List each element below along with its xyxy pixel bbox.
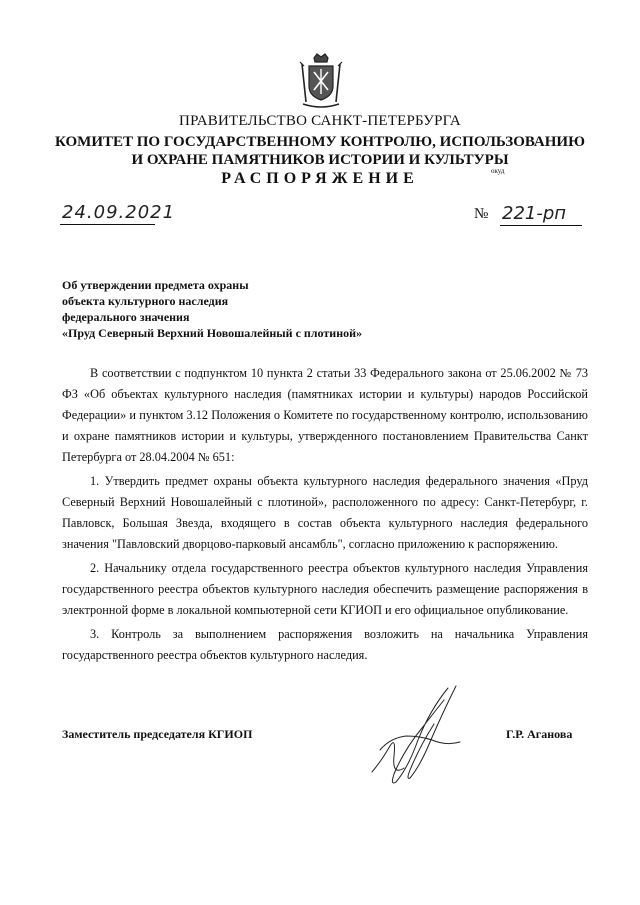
- okud-label: окуд: [491, 167, 505, 175]
- subject-line: Об утверждении предмета охраны: [62, 278, 249, 292]
- committee-title-line2: И ОХРАНЕ ПАМЯТНИКОВ ИСТОРИИ И КУЛЬТУРЫ: [131, 152, 509, 168]
- committee-title-line1: КОМИТЕТ ПО ГОСУДАРСТВЕННОМУ КОНТРОЛЮ, ИСПОЛЬЗОВАНИЮ: [55, 134, 585, 150]
- document-number: 221-рп: [502, 203, 567, 224]
- number-sign: №: [474, 206, 489, 222]
- document-type: РАСПОРЯЖЕНИЕ: [221, 170, 419, 187]
- subject-line: объекта культурного наследия: [62, 294, 229, 308]
- item-3-paragraph: 3. Контроль за выполнением распоряжения возложить на начальника Управления государственного реестра объектов культурного наследия.: [62, 627, 588, 662]
- preamble-paragraph: В соответствии с подпунктом 10 пункта 2 статьи 33 Федерального закона от 25.06.2002 № 73 ФЗ «Об объектах культурного наследия (памятниках истории и культуры) народов Российской Федерации» и пунктом 3.12 Положения о Комитете по государственному контролю, использованию и охране памятников истории и культуры, утвержденного постановлением Правительства Санкт Петербурга от 28.04.2004 № 651:: [62, 366, 588, 464]
- item-1-paragraph: 1. Утвердить предмет охраны объекта культурного наследия федерального значения «Пруд Северный Верхний Новошалейный с плотиной», расположенного по адресу: Санкт-Петербург, г. Павловск, Большая Звезда, входящего в состав объекта культурного наследия федерального значения "Павловский дворцово-парковый ансамбль", согласно приложению к распоряжению.: [62, 474, 588, 551]
- committee-title: [0, 133, 640, 169]
- document-date: 24.09.2021: [62, 202, 176, 223]
- signatory-role: Заместитель председателя КГИОП: [62, 727, 253, 741]
- subject-line: федерального значения: [62, 310, 190, 324]
- item-2-paragraph: 2. Начальнику отдела государственного реестра объектов культурного наследия Управления государственного реестра объектов культурного наследия обеспечить размещение распоряжения в электронной форме в локальной компьютерной сети КГИОП и его официальное опубликование.: [62, 561, 588, 617]
- document-body: [62, 363, 588, 669]
- signatory-name: Г.Р. Аганова: [506, 727, 573, 741]
- subject-line: «Пруд Северный Верхний Новошалейный с плотиной»: [62, 326, 363, 340]
- handwritten-signature: [360, 680, 470, 790]
- document-subject: [62, 277, 482, 341]
- number-underline: [500, 225, 582, 226]
- date-underline: [60, 224, 155, 225]
- government-title: ПРАВИТЕЛЬСТВО САНКТ-ПЕТЕРБУРГА: [179, 113, 461, 129]
- coat-of-arms-icon: [297, 52, 345, 110]
